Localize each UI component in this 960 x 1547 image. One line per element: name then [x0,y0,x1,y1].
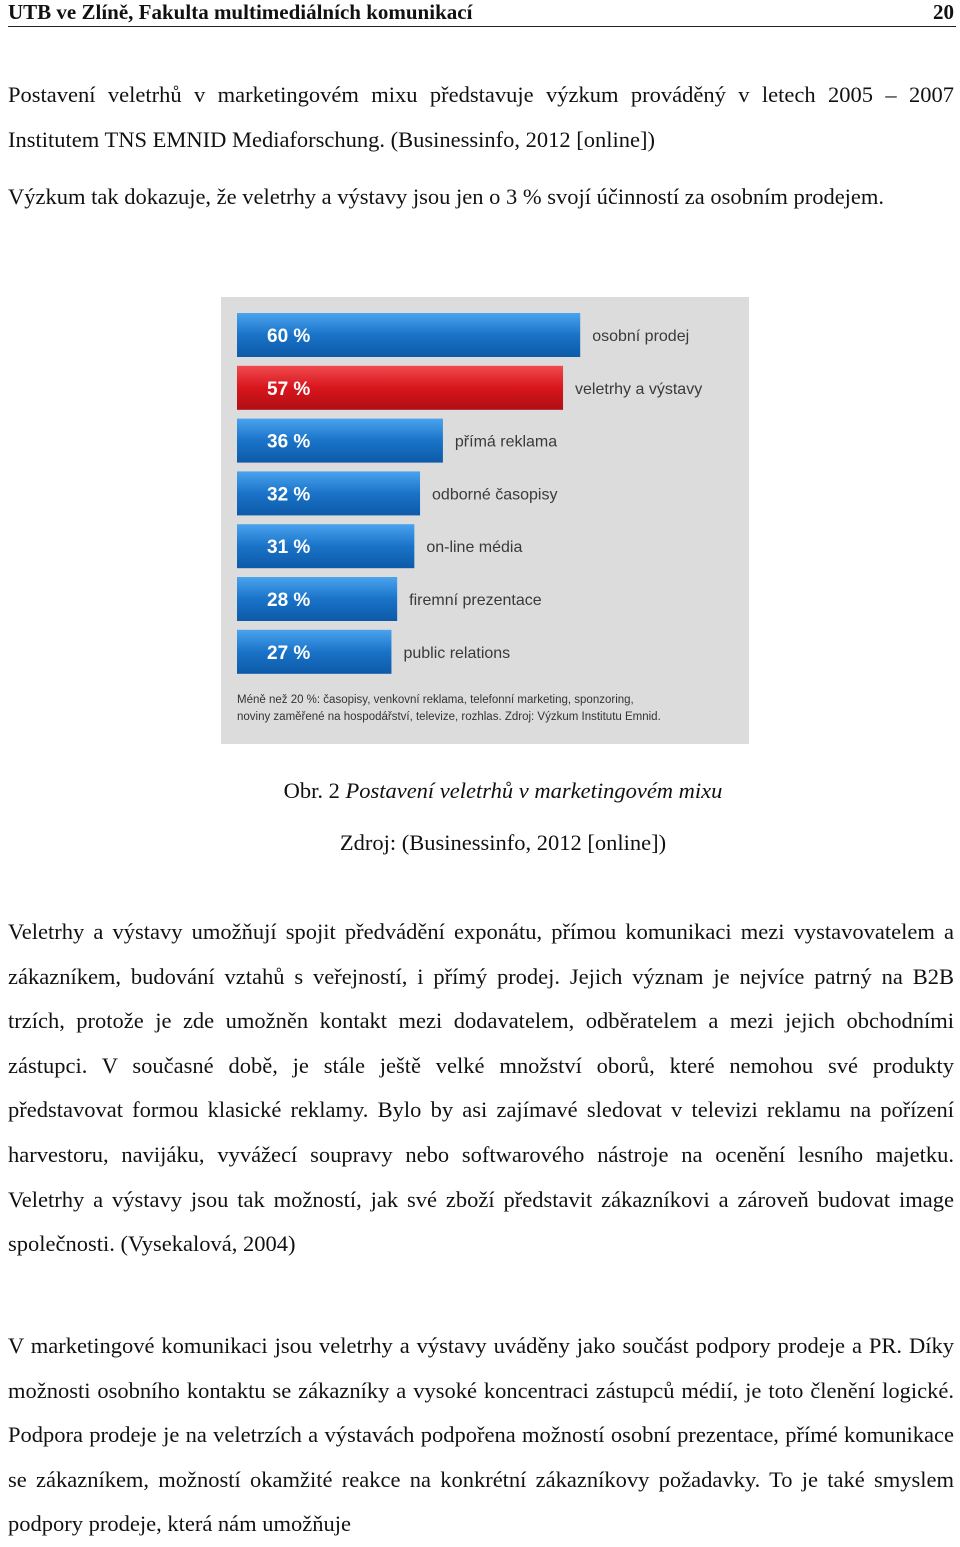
paragraph-trade-fairs: Veletrhy a výstavy umožňují spojit předvádění exponátu, přímou komunikaci mezi vystavovatelem a zákazníkem, budování vztahů s veřejností, i přímý prodej. Jejich význam je nejvíce patrný na B2B trzích, protože je zde umožněn kontakt mezi dodavatelem, odběratelem a mezi jejich obchodními zástupci. V současné době, je stále ještě velké množství oborů, které nemohou své produkty představovat formou klasické reklamy. Bylo by asi zajímavé sledovat v televizi reklamu na pořízení harvestoru, navijáku, vyvážecí soupravy nebo softwarového nástroje na ocenění lesního majetku. Veletrhy a výstavy jsou tak možností, jak své zboží představit zákazníkovi a zároveň budovat image společnosti. (Vysekalová, 2004) [8,919,954,1257]
bar-3 [237,471,420,515]
bar-value-label-1: 57 % [267,378,311,400]
bar-category-label-4: on-line média [426,539,523,557]
bar-value-label-3: 32 % [267,484,311,506]
bar-value-label-6: 27 % [267,642,311,664]
paragraph-research: Výzkum tak dokazuje, že veletrhy a výstavy jsou jen o 3 % svojí účinností za osobním prodejem. [8,184,885,209]
page-number: 20 [933,0,954,24]
bar-category-label-6: public relations [403,644,511,662]
paragraph-intro: Postavení veletrhů v marketingovém mixu představuje výzkum prováděný v letech 2005 – 2007 Institutem TNS EMNID Mediaforschung. (Businessinfo, 2012 [online]) [8,82,954,152]
bar-value-label-0: 60 % [267,326,311,347]
bar-5 [237,577,397,621]
bar-category-label-0: osobní prodej [592,328,690,345]
figure-chart [221,297,749,744]
bar-value-label-5: 28 % [267,590,311,611]
figure-caption-title: Postavení veletrhů v marketingovém mixu [345,778,723,803]
bar-category-label-3: odborné časopisy [432,486,558,504]
bar-value-label-4: 31 % [267,537,311,559]
header-title: UTB ve Zlíně, Fakulta multimediálních komunikací [8,0,473,24]
figure-source: Zdroj: (Businessinfo, 2012 [online]) [339,830,667,855]
chart-footnote-line-2: noviny zaměřené na hospodářství, televize, rozhlas. Zdroj: Výzkum Institutu Emnid. [237,711,661,723]
paragraph-marketing-communication: V marketingové komunikaci jsou veletrhy a výstavy uváděny jako součást podpory prodeje a PR. Díky možnosti osobního kontaktu se zákazníky a vysoké koncentraci zástupců médií, je toto členění logické. Podpora prodeje je na veletrzích a výstavách podpořena možností osobní prezentace, přímé komunikace se zákazníkem, možností okamžité reakce na konkrétní zákazníkovy požadavky. To je také smyslem podpory prodeje, která nám umožňuje [8,1333,954,1537]
bar-4 [237,524,414,568]
figure-caption [0,776,960,806]
bar-chart [221,297,749,744]
bar-category-label-2: přímá reklama [454,433,558,451]
bar-value-label-2: 36 % [267,431,311,453]
bar-6 [237,630,391,674]
page-header [8,0,956,27]
chart-footnote-line-1: Méně než 20 %: časopisy, venkovní reklama, telefonní marketing, sponzoring, [237,694,634,706]
bar-category-label-1: veletrhy a výstavy [575,380,703,398]
figure-caption-prefix: Obr. 2 [283,778,346,803]
bar-category-label-5: firemní prezentace [409,592,542,609]
